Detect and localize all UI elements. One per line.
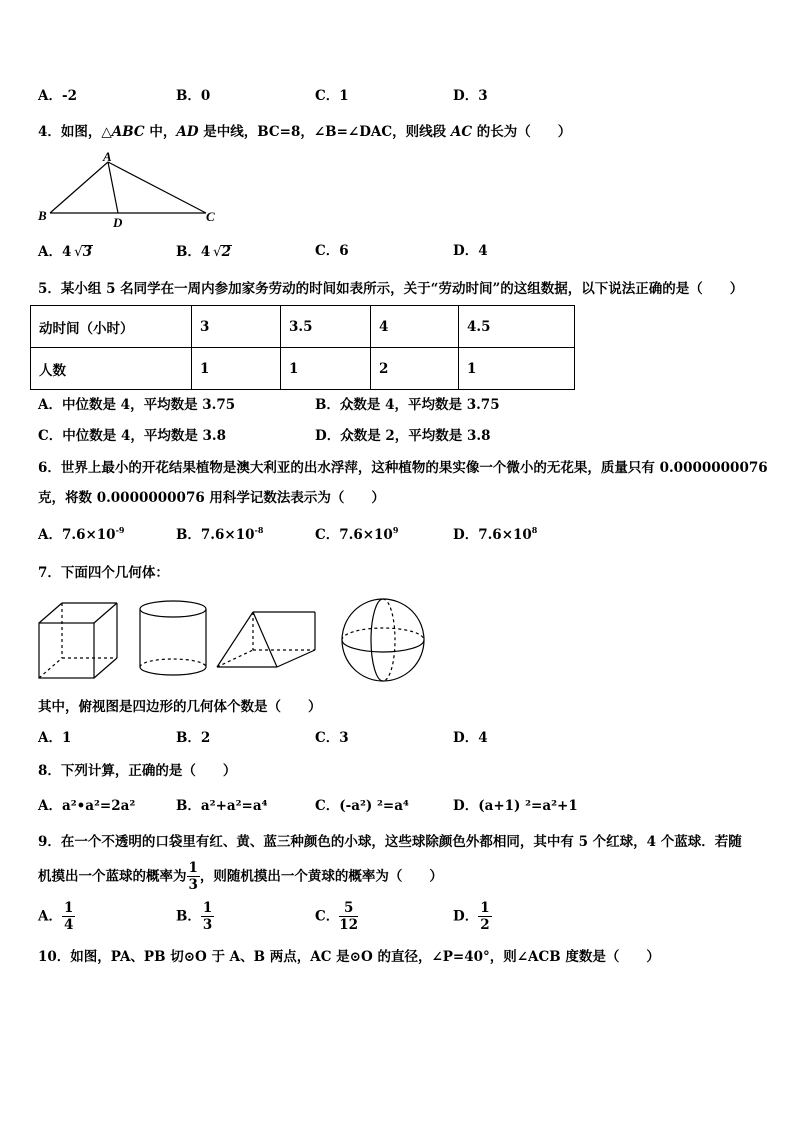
label-c: C (206, 209, 215, 224)
q8-stem: 8．下列计算，正确的是（ ） (38, 763, 237, 779)
q5-table (30, 305, 575, 390)
table-cell: 1 (459, 348, 575, 390)
label-a: A (103, 150, 112, 164)
q9-stem-line1: 9．在一个不透明的口袋里有红、黄、蓝三种颜色的小球，这些球除颜色外都相同，其中有 5 个红球，4 个蓝球．若随 (38, 834, 742, 850)
q3-option-d: D．3 (453, 88, 488, 104)
q7-option-c: C．3 (315, 730, 349, 746)
table-cell: 动时间（小时） (31, 306, 192, 348)
q6-stem-line1: 6．世界上最小的开花结果植物是澳大利亚的出水浮萍，这种植物的果实像一个微小的无花果，质量只有 0.0000000076 (38, 460, 768, 476)
q4-option-d: D．4 (453, 243, 488, 259)
q7-option-d: D．4 (453, 730, 488, 746)
q3-option-a: A．-2 (38, 88, 77, 104)
q8-option-b: B．a²+a²=a⁴ (176, 798, 268, 814)
q5-option-d: D．众数是 2，平均数是 3.8 (315, 428, 491, 444)
table-cell: 4.5 (459, 306, 575, 348)
q7-stem: 7．下面四个几何体： (38, 565, 169, 581)
q6-option-d: D．$7.6\times 10^8$ (453, 525, 538, 543)
table-cell: 3.5 (281, 306, 371, 348)
table-cell: 2 (371, 348, 459, 390)
q5-option-a: A．中位数是 4，平均数是 3.75 (38, 397, 236, 413)
q6-stem-line2: 克，将数 0.0000000076 用科学记数法表示为（ ） (38, 490, 385, 506)
table-cell: 4 (371, 306, 459, 348)
prism-shape (217, 612, 315, 667)
q4-option-c: C．6 (315, 243, 349, 259)
q9-option-b: B． $\frac{1}{3}$ (176, 900, 213, 933)
q10-stem: 10．如图，PA、PB 切⊙O 于 A、B 两点，AC 是⊙O 的直径，∠P=40°，则∠ACB 度数是（ ） (38, 949, 660, 965)
label-d: D (113, 215, 123, 230)
q9-option-a: A． $\frac{1}{4}$ (38, 900, 74, 933)
cube-shape (39, 603, 117, 678)
table-cell: 3 (192, 306, 281, 348)
q7-solids-figure (30, 595, 450, 687)
q8-option-d: D．(a+1) ²=a²+1 (453, 798, 578, 814)
q6-option-a: A．$7.6\times 10^{-9}$ (38, 525, 125, 543)
q4-stem: 4．如图，△ABC 中，AD 是中线，BC=8，∠B=∠DAC，则线段 AC 的长为（ ） (38, 124, 572, 140)
q6-option-c: C．$7.6\times 10^9$ (315, 525, 399, 543)
table-cell: 人数 (31, 348, 192, 390)
q7-option-b: B．2 (176, 730, 211, 746)
q3-option-b: B．0 (176, 88, 211, 104)
table-row (31, 306, 575, 348)
q5-option-b: B．众数是 4，平均数是 3.75 (315, 397, 500, 413)
q9-option-c: C． $\frac{5}{12}$ (315, 900, 359, 933)
q8-option-a: A．a²•a²=2a² (38, 798, 136, 814)
q7-option-a: A．1 (38, 730, 72, 746)
q7-question: 其中，俯视图是四边形的几何体个数是（ ） (38, 699, 322, 715)
table-row (31, 348, 575, 390)
q5-option-c: C．中位数是 4，平均数是 3.8 (38, 428, 227, 444)
q8-option-c: C．(-a²) ²=a⁴ (315, 798, 409, 814)
q6-option-b: B．$7.6\times 10^{-8}$ (176, 525, 264, 543)
q9-option-d: D． $\frac{1}{2}$ (453, 900, 490, 933)
q3-option-c: C．1 (315, 88, 349, 104)
table-cell: 1 (281, 348, 371, 390)
q4-option-a: A．4 √3 (38, 244, 93, 260)
fraction: $\frac{1}{3}$ (188, 860, 198, 893)
sphere-shape (342, 599, 424, 681)
q5-stem: 5．某小组 5 名同学在一周内参加家务劳动的时间如表所示，关于“劳动时间”的这组数据，以下说法正确的是（ ） (38, 281, 744, 297)
table-cell: 1 (192, 348, 281, 390)
label-b: B (38, 208, 47, 223)
q4-option-b: B．4 √2 (176, 244, 232, 260)
q9-stem-line2: 机摸出一个蓝球的概率为 $\frac{1}{3}$ ，则随机摸出一个黄球的概率为（ ） (38, 860, 443, 893)
q4-triangle-figure (34, 150, 224, 230)
cylinder-shape (140, 601, 206, 675)
